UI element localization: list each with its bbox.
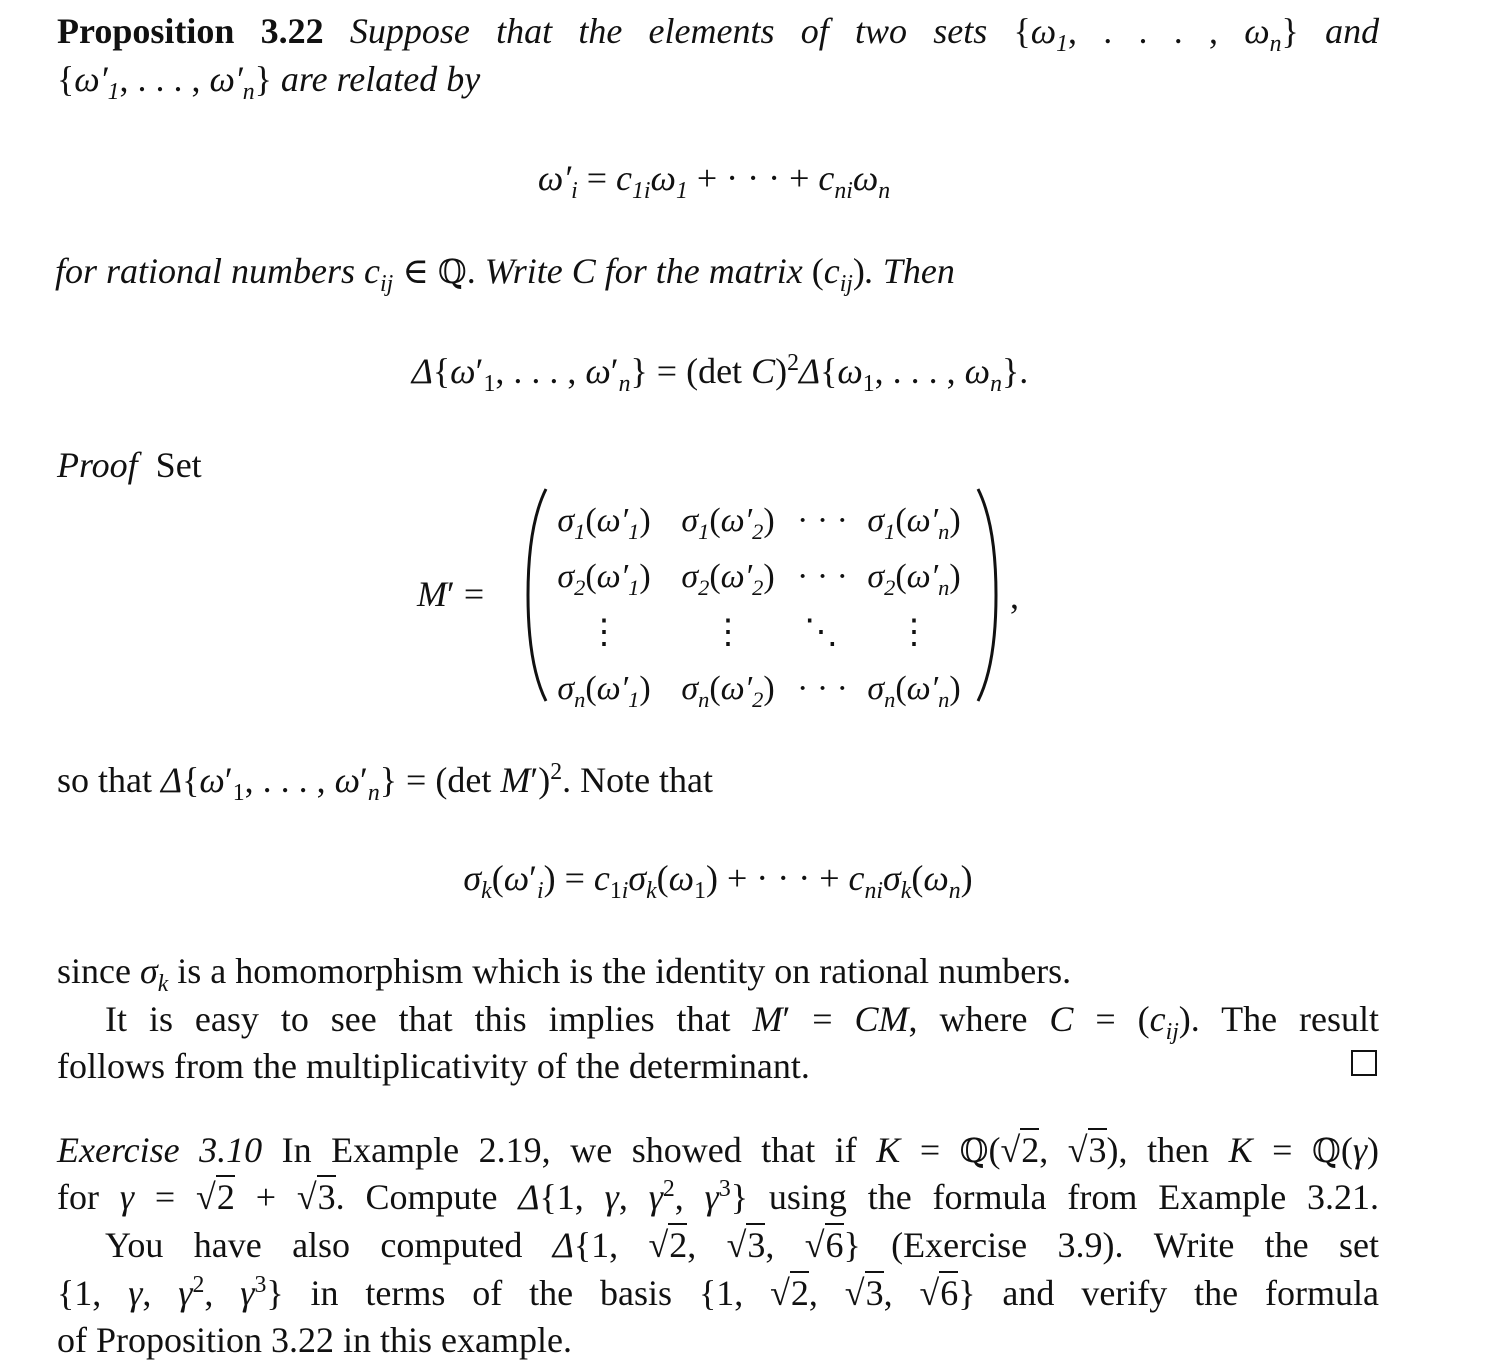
proof-line [57,442,1379,488]
exercise-line-4: {1, γ, $\gamma^2$, $\gamma^3$} in terms of the basis {1, √2, √3, √6} and verify the formula [57,1272,1380,1313]
matrix-cell: $\sigma_2(\omega'_n)$ [867,558,961,600]
set-omega-prime: {$\omega'_1$, . . . , $\omega'_n$} [57,59,272,106]
exercise-line-3: You have also computed Δ{1, √2, √3, √6} (Exercise 3.9). Write the set [105,1225,1379,1265]
matrix-cell: ⋮ [587,614,621,651]
and-word: and [1325,11,1380,51]
matrix-comma: , [1010,576,1019,616]
proposition-line-1 [57,8,1380,58]
easy-line: It is easy to see that this implies that M′ = CM, where $C = (c_{ij})$. The result [105,999,1379,1046]
equation-relation: $\omega'_i = c_{1i}\omega_1$ + · · · + $c_{ni}\omega_n$ [537,158,891,205]
set-omega: {$\omega_1$, . . . , $\omega_n$} [1013,11,1299,58]
matrix-cell: ⋱ [804,614,838,651]
matrix-cell: ⋮ [711,614,745,651]
proof-label: Proof [57,445,138,485]
exercise-label: Exercise 3.10 [57,1130,263,1170]
rational-text-2: Write C for the matrix $(c_{ij})$. Then [484,251,955,298]
matrix-cell: $\sigma_1(\omega'_2)$ [681,502,775,544]
rational-line: for rational numbers $c_{ij}$ ∈ ℚ. Write C for the matrix $(c_{ij})$. Then [55,251,955,298]
matrix-grid [549,493,969,717]
matrix-cell: $\sigma_n(\omega'_2)$ [681,670,775,712]
proposition-label: Proposition 3.22 [57,11,324,51]
statement-intro: Suppose that the elements of two sets [349,11,988,51]
matrix-cell: · · · [797,558,848,595]
matrix-cell: · · · [797,502,848,539]
exercise-line-2: for γ = √2 + √3. Compute Δ{1, γ, $\gamma^2$, $\gamma^3$} using the formula from Example 3.21. [57,1176,1380,1217]
matrix-cell: $\sigma_n(\omega'_n)$ [867,670,961,712]
since-line: since $\sigma_k$ is a homomorphism which is the identity on rational numbers. [57,951,1072,998]
exercise-line-1: Exercise 3.10 In Example 2.19, we showed that if K = ℚ(√2, √3), then K = ℚ(γ) [57,1130,1380,1170]
matrix-cell: $\sigma_n(\omega'_1)$ [557,670,651,712]
matrix-cell: $\sigma_1(\omega'_n)$ [867,502,961,544]
set-word: Set [155,445,202,485]
matrix-m-prime [0,485,1488,712]
so-that-line: so that $\Delta\{\omega'_1$, . . . , $\omega'_n\} = (\det$ M′)$^2$. Note that [57,759,714,807]
are-related-by: are related by [280,59,481,99]
follows-line: follows from the multiplicativity of the determinant. [57,1046,810,1086]
qed-box-icon [1351,1050,1377,1076]
equation-sigma: $\sigma_k(\omega'_i) = c_{1i}\sigma_k(\omega_1)$ + · · · + $c_{ni}\sigma_k(\omega_n)$ [463,858,973,905]
proposition-line-2 [57,56,1379,106]
matrix-cell: $\sigma_2(\omega'_2)$ [681,558,775,600]
equation-discriminant: $\Delta\{\omega'_1$, . . . , $\omega'_n\} = (\det$ $C)^2\Delta\{\omega_1$, . . . , $\omega_n$}. [411,350,1029,398]
matrix-cell: · · · [797,670,848,707]
matrix-cell: ⋮ [897,614,931,651]
matrix-lhs: M′ = [417,574,485,614]
matrix-cell: $\sigma_2(\omega'_1)$ [557,558,651,600]
right-paren-icon [962,485,1002,705]
rational-text-1: for rational numbers [55,251,356,291]
exercise-line-5: of Proposition 3.22 in this example. [57,1320,572,1360]
matrix-cell: $\sigma_1(\omega'_1)$ [557,502,651,544]
